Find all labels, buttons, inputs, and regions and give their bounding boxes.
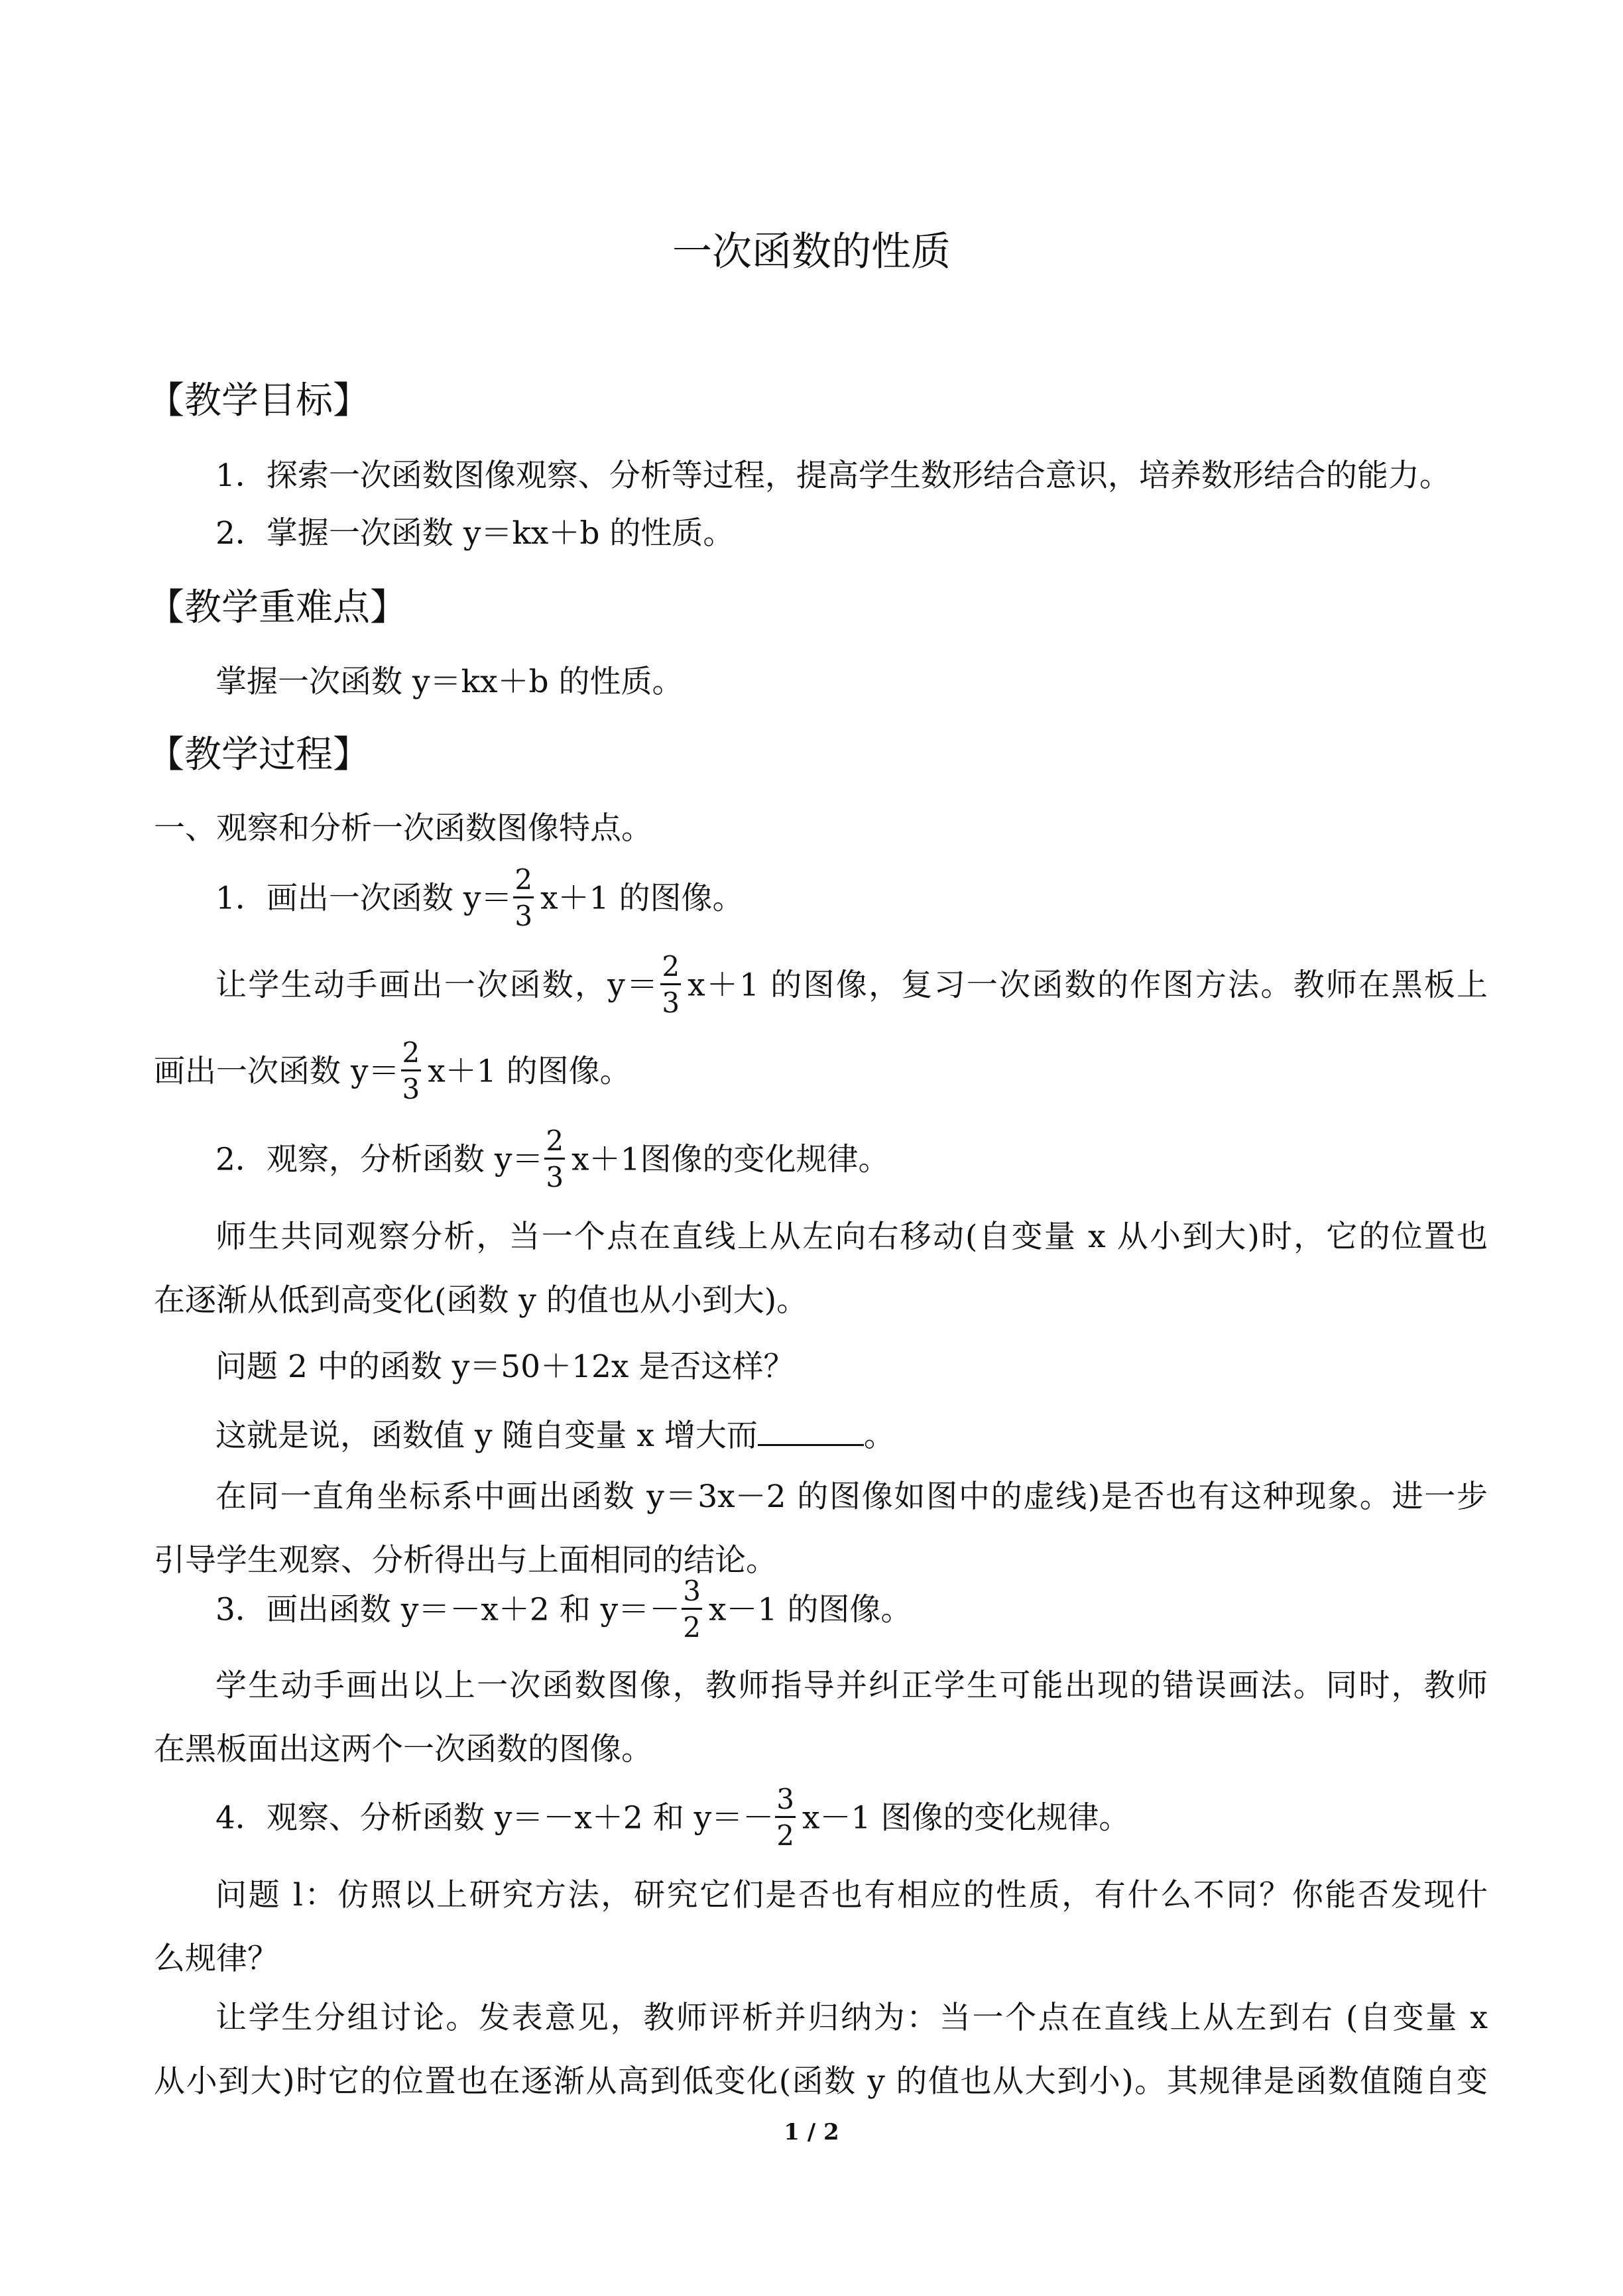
fraction	[544, 1124, 565, 1193]
page-indicator: 1 / 2	[784, 2119, 839, 2145]
fraction-denominator: 2	[776, 1819, 794, 1852]
text-pre: 让学生动手画出一次函数，y＝	[215, 967, 660, 1004]
goal-item-1: 1．探索一次函数图像观察、分析等过程，提高学生数形结合意识，培养数形结合的能力。	[215, 457, 1451, 494]
step2-paragraph-line2: 在逐渐从低到高变化(函数 y 的值也从小到大)。	[154, 1282, 808, 1319]
fraction-denominator: 3	[402, 1073, 420, 1105]
text-post: x＋1 的图像，复习一次函数的作图方法。教师在黑板上	[688, 967, 1488, 1004]
fraction	[401, 1036, 422, 1105]
question-2: 问题 2 中的函数 y＝50＋12x 是否这样？	[215, 1349, 795, 1385]
fill-blank-sentence	[215, 1418, 895, 1454]
text-post: 。	[863, 1418, 895, 1454]
part1-title: 一、观察和分析一次函数图像特点。	[154, 810, 652, 847]
dashed-line-paragraph-line1: 在同一直角坐标系中画出函数 y＝3x－2 的图像如图中的虚线)是否也有这种现象。进一步	[215, 1479, 1488, 1515]
discussion-line2: 从小到大)时它的位置也在逐渐从高到低变化(函数 y 的值也从大到小)。其规律是函数值随自变	[154, 2063, 1488, 2100]
text-pre: 2．观察，分析函数 y＝	[215, 1141, 544, 1178]
question-1-line1: 问题 l：仿照以上研究方法，研究它们是否也有相应的性质，有什么不同？你能否发现什	[215, 1877, 1488, 1913]
text-post: x－1 图像的变化规律。	[802, 1799, 1130, 1837]
section-heading-process: 【教学过程】	[147, 733, 370, 776]
fraction-numerator: 2	[401, 1039, 422, 1071]
fraction-numerator: 3	[682, 1577, 702, 1610]
discussion-line1: 让学生分组讨论。发表意见，教师评析并归纳为：当一个点在直线上从左到右 (自变量 x	[215, 2000, 1488, 2036]
step4	[215, 1783, 1130, 1852]
goal-item-2: 2．掌握一次函数 y＝kx＋b 的性质。	[215, 515, 735, 552]
fraction-numerator: 3	[775, 1785, 796, 1818]
fraction-denominator: 2	[683, 1611, 701, 1644]
step1-pre: 1．画出一次函数 y＝	[215, 880, 512, 917]
fraction-denominator: 3	[514, 900, 533, 932]
text-pre: 画出一次函数 y＝	[154, 1053, 400, 1090]
key-points-text: 掌握一次函数 y＝kx＋b 的性质。	[215, 664, 684, 700]
page-title: 一次函数的性质	[672, 229, 951, 275]
question-1-line2: 么规律？	[154, 1941, 278, 1977]
text-post: x＋1 的图像。	[428, 1053, 631, 1090]
fraction-numerator: 2	[660, 953, 681, 985]
step3-detail-line1: 学生动手画出以上一次函数图像，教师指导并纠正学生可能出现的错误画法。同时，教师	[215, 1667, 1488, 1704]
step2	[215, 1124, 890, 1194]
text-post: x－1 的图像。	[708, 1591, 912, 1628]
text-post: x＋1图像的变化规律。	[571, 1141, 890, 1178]
step2-paragraph-line1: 师生共同观察分析，当一个点在直线上从左向右移动(自变量 x 从小到大)时，它的位置也	[215, 1219, 1488, 1255]
text-pre: 这就是说，函数值 y 随自变量 x 增大而	[215, 1418, 758, 1454]
step1-detail-b	[154, 1036, 631, 1106]
text-pre: 4．观察、分析函数 y＝－x＋2 和 y＝－	[215, 1799, 774, 1837]
answer-blank	[758, 1418, 864, 1446]
step1	[215, 863, 744, 933]
fraction-denominator: 3	[546, 1161, 564, 1193]
step1-post: x＋1 的图像。	[540, 880, 744, 917]
fraction	[775, 1785, 796, 1850]
fraction-numerator: 2	[513, 866, 534, 898]
fraction	[682, 1577, 702, 1642]
section-heading-key-points: 【教学重难点】	[147, 586, 407, 629]
fraction	[513, 863, 534, 932]
text-pre: 3．画出函数 y＝－x＋2 和 y＝－	[215, 1591, 681, 1628]
section-heading-goals: 【教学目标】	[147, 379, 370, 422]
step1-detail-a	[215, 950, 1488, 1020]
step3	[215, 1575, 912, 1644]
dashed-line-paragraph-line2: 引导学生观察、分析得出与上面相同的结论。	[154, 1542, 777, 1579]
fraction	[660, 950, 681, 1019]
fraction-denominator: 3	[662, 987, 680, 1019]
step3-detail-line2: 在黑板面出这两个一次函数的图像。	[154, 1731, 652, 1768]
fraction-numerator: 2	[544, 1127, 565, 1160]
